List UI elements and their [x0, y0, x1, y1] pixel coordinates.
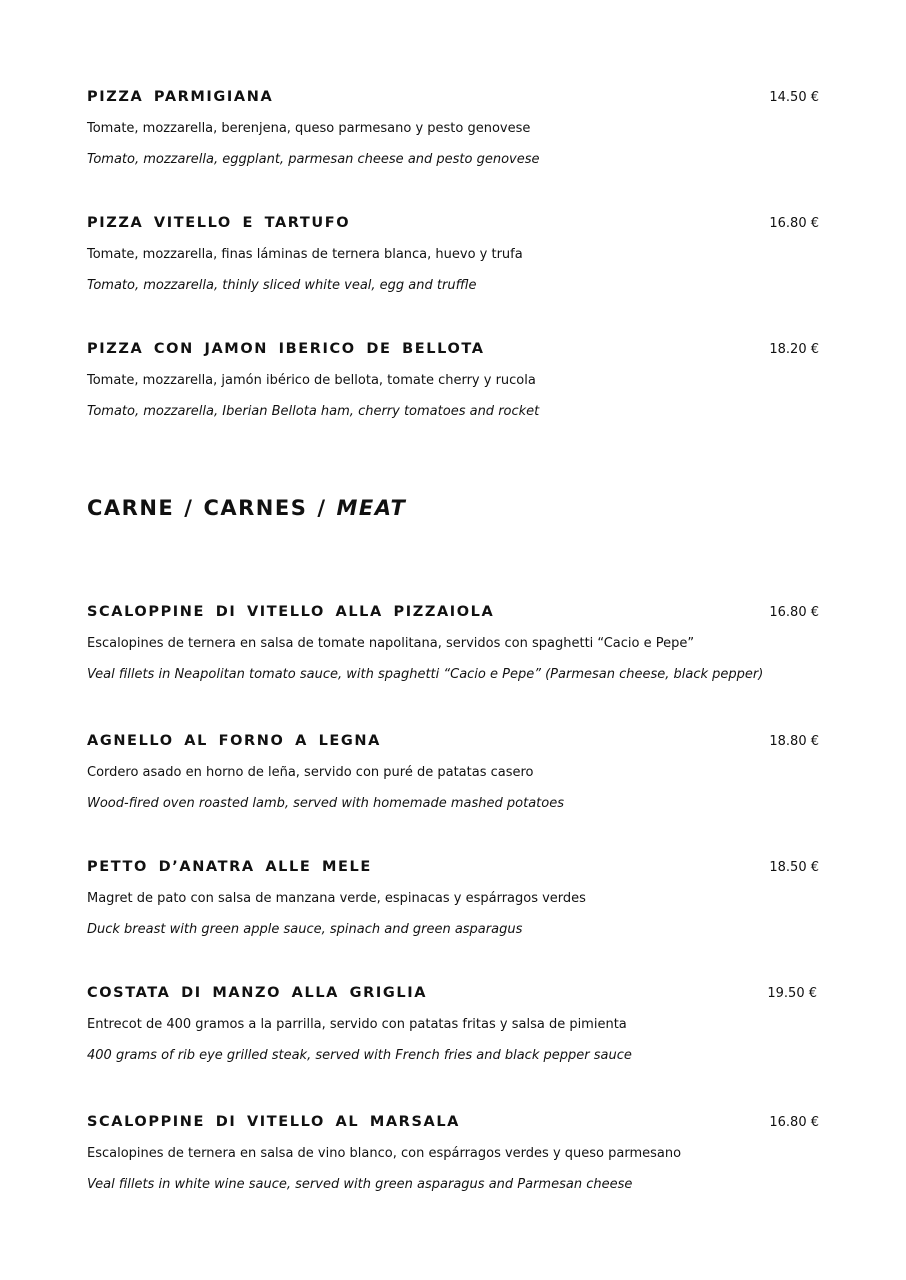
- item-price: 16.80 €: [769, 605, 819, 620]
- section-heading-en: MEAT: [336, 496, 407, 520]
- item-name: PIZZA CON JAMON IBERICO DE BELLOTA: [87, 341, 485, 357]
- item-description-en: Tomato, mozzarella, Iberian Bellota ham, cherry tomatoes and rocket: [87, 404, 540, 419]
- item-description-en: Wood-fired oven roasted lamb, served with homemade mashed potatoes: [87, 796, 565, 811]
- section-heading-es: CARNES: [203, 496, 308, 520]
- item-name: SCALOPPINE DI VITELLO AL MARSALA: [87, 1114, 460, 1130]
- item-description-es: Escalopines de ternera en salsa de vino blanco, con espárragos verdes y queso parmesano: [87, 1146, 682, 1161]
- item-name: SCALOPPINE DI VITELLO ALLA PIZZAIOLA: [87, 604, 495, 620]
- section-heading-it: CARNE: [87, 496, 175, 520]
- item-price: 16.80 €: [769, 1115, 819, 1130]
- section-heading-meat: [87, 494, 406, 522]
- item-description-en: Tomato, mozzarella, eggplant, parmesan cheese and pesto genovese: [87, 152, 540, 167]
- item-name: PETTO D’ANATRA ALLE MELE: [87, 859, 372, 875]
- item-description-en: 400 grams of rib eye grilled steak, served with French fries and black pepper sauce: [87, 1048, 632, 1063]
- item-description-en: Veal fillets in white wine sauce, served with green asparagus and Parmesan cheese: [87, 1177, 633, 1192]
- item-price: 19.50 €: [767, 986, 817, 1001]
- item-description-es: Entrecot de 400 gramos a la parrilla, servido con patatas fritas y salsa de pimienta: [87, 1017, 627, 1032]
- section-heading-separator: /: [184, 496, 194, 520]
- item-name: COSTATA DI MANZO ALLA GRIGLIA: [87, 985, 428, 1001]
- item-name: AGNELLO AL FORNO A LEGNA: [87, 733, 381, 749]
- item-price: 14.50 €: [769, 90, 819, 105]
- item-price: 16.80 €: [769, 216, 819, 231]
- item-description-es: Escalopines de ternera en salsa de tomate napolitana, servidos con spaghetti “Cacio e Pepe”: [87, 636, 695, 651]
- item-description-es: Tomate, mozzarella, berenjena, queso parmesano y pesto genovese: [87, 121, 531, 136]
- item-description-es: Cordero asado en horno de leña, servido con puré de patatas casero: [87, 765, 534, 780]
- item-description-en: Tomato, mozzarella, thinly sliced white veal, egg and truffle: [87, 278, 477, 293]
- item-price: 18.50 €: [769, 860, 819, 875]
- item-description-en: Duck breast with green apple sauce, spinach and green asparagus: [87, 922, 523, 937]
- section-heading-separator: /: [317, 496, 327, 520]
- item-name: PIZZA PARMIGIANA: [87, 89, 274, 105]
- item-description-es: Tomate, mozzarella, jamón ibérico de bellota, tomate cherry y rucola: [87, 373, 536, 388]
- item-name: PIZZA VITELLO E TARTUFO: [87, 215, 351, 231]
- item-description-en: Veal fillets in Neapolitan tomato sauce, with spaghetti “Cacio e Pepe” (Parmesan cheese, black pepper): [87, 667, 764, 682]
- item-description-es: Magret de pato con salsa de manzana verde, espinacas y espárragos verdes: [87, 891, 586, 906]
- item-description-es: Tomate, mozzarella, finas láminas de ternera blanca, huevo y trufa: [87, 247, 523, 262]
- item-price: 18.80 €: [769, 734, 819, 749]
- item-price: 18.20 €: [769, 342, 819, 357]
